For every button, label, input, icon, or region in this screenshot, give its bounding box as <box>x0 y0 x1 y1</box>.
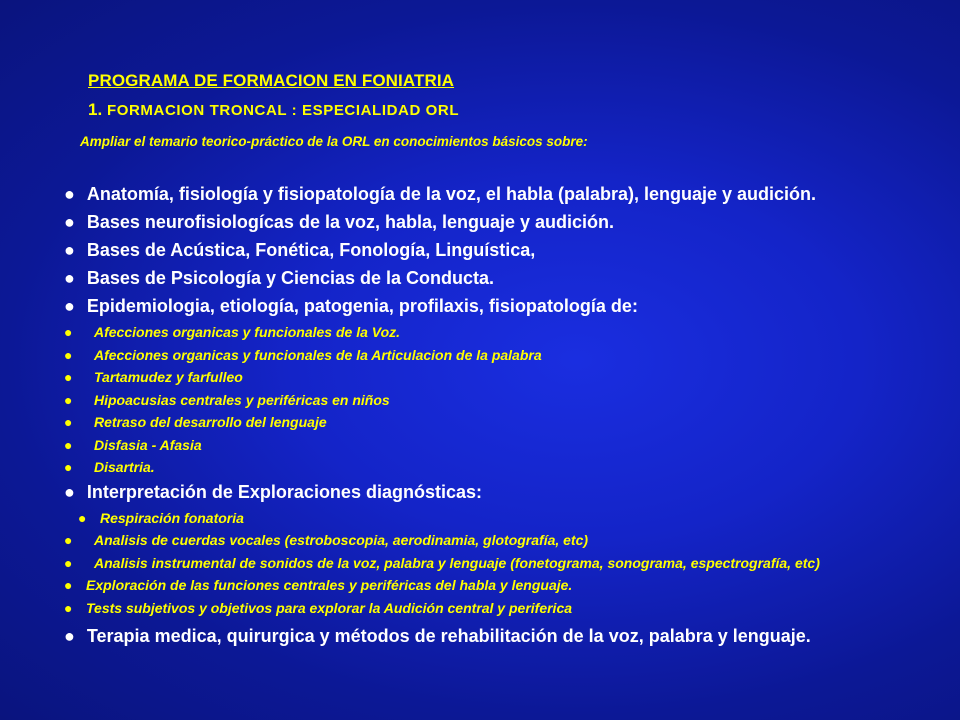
sub-list-item: ● Tests subjetivos y objetivos para explorar la Audición central y periferica <box>64 599 573 616</box>
bullet-icon: ● <box>64 625 75 646</box>
bullet-icon: ● <box>64 532 73 548</box>
sub-list-item: ● Analisis instrumental de sonidos de la voz, palabra y lenguaje (fonetograma, sonograma, espectrografía, etc) <box>64 554 820 571</box>
list-item: ● Interpretación de Exploraciones diagnósticas: <box>64 481 482 502</box>
bullet-icon: ● <box>78 509 87 526</box>
intro-text: Ampliar el temario teorico-práctico de la ORL en conocimientos básicos sobre: <box>80 134 588 149</box>
bullet-icon: ● <box>64 554 73 571</box>
list-item: ● Terapia medica, quirurgica y métodos de rehabilitación de la voz, palabra y lenguaje. <box>64 625 811 646</box>
list-item: ● Bases de Acústica, Fonética, Fonología, Linguística, <box>64 240 536 260</box>
bullet-icon: ● <box>64 346 73 363</box>
bullet-icon: ● <box>64 577 73 593</box>
bullet-icon: ● <box>64 369 73 385</box>
bullet-icon: ● <box>64 459 73 475</box>
sub-list-item: ● Hipoacusias centrales y periféricas en niños <box>64 391 390 408</box>
sub-list-item: ● Tartamudez y farfulleo <box>64 369 243 385</box>
sub-list-item: ● Afecciones organicas y funcionales de la Articulacion de la palabra <box>64 346 542 363</box>
sub-list-item: ● Retraso del desarrollo del lenguaje <box>64 414 327 430</box>
bullet-icon: ● <box>64 268 75 288</box>
sub-list-item: ● Disartria. <box>64 459 155 475</box>
bullet-icon: ● <box>64 212 75 232</box>
slide-subtitle <box>88 100 459 120</box>
subtitle-number: 1. <box>88 100 103 119</box>
bullet-icon: ● <box>64 436 73 453</box>
subtitle-text: FORMACION TRONCAL : ESPECIALIDAD ORL <box>106 102 460 119</box>
sub-list-item: ● Afecciones organicas y funcionales de la Voz. <box>64 324 401 340</box>
bullet-icon: ● <box>64 184 75 204</box>
bullet-icon: ● <box>64 391 73 408</box>
sub-list-item: ● Exploración de las funciones centrales y periféricas del habla y lenguaje. <box>64 577 573 593</box>
bullet-icon: ● <box>64 240 75 260</box>
list-item: ● Anatomía, fisiología y fisiopatología de la voz, el habla (palabra), lenguaje y audición. <box>64 184 817 204</box>
sub-list-item: ● Respiración fonatoria <box>78 509 244 526</box>
content-list <box>64 182 950 652</box>
bullet-icon: ● <box>64 481 75 502</box>
sub-list-item: ● Disfasia - Afasia <box>64 436 202 453</box>
sub-list-item: ● Analisis de cuerdas vocales (estroboscopia, aerodinamia, glotografía, etc) <box>64 532 589 548</box>
list-item: ● Epidemiologia, etiología, patogenia, profilaxis, fisiopatología de: <box>64 296 638 316</box>
list-item: ● Bases de Psicología y Ciencias de la Conducta. <box>64 268 495 288</box>
bullet-icon: ● <box>64 296 75 316</box>
slide-title: PROGRAMA DE FORMACION EN FONIATRIA <box>88 71 455 90</box>
list-item: ● Bases neurofisiologícas de la voz, habla, lenguaje y audición. <box>64 212 615 232</box>
bullet-icon: ● <box>64 324 73 340</box>
bullet-icon: ● <box>64 414 73 430</box>
bullet-icon: ● <box>64 599 73 616</box>
